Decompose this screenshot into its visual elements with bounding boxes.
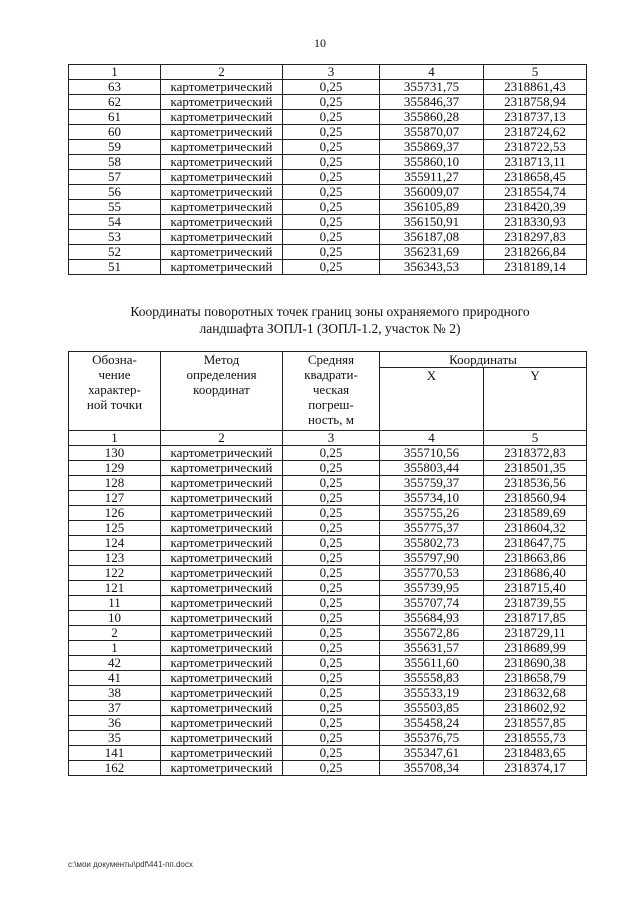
cell-point-number: 141 bbox=[69, 746, 161, 761]
cell-x: 355770,53 bbox=[380, 566, 484, 581]
cell-method: картометрический bbox=[161, 476, 283, 491]
cell-y: 2318372,83 bbox=[484, 446, 587, 461]
cell-method: картометрический bbox=[161, 536, 283, 551]
table-row bbox=[69, 170, 587, 185]
cell-y: 2318560,94 bbox=[484, 491, 587, 506]
cell-y: 2318686,40 bbox=[484, 566, 587, 581]
cell-x: 356231,69 bbox=[380, 245, 484, 260]
cell-method: картометрический bbox=[161, 761, 283, 776]
cell-y: 2318557,85 bbox=[484, 716, 587, 731]
cell-method: картометрический bbox=[161, 566, 283, 581]
table-row bbox=[69, 626, 587, 641]
cell-x: 356343,53 bbox=[380, 260, 484, 275]
cell-x: 355631,57 bbox=[380, 641, 484, 656]
table-row bbox=[69, 596, 587, 611]
cell-method: картометрический bbox=[161, 716, 283, 731]
cell-error: 0,25 bbox=[283, 656, 380, 671]
cell-method: картометрический bbox=[161, 746, 283, 761]
cell-x: 355846,37 bbox=[380, 95, 484, 110]
cell-point-number: 123 bbox=[69, 551, 161, 566]
cell-y: 2318297,83 bbox=[484, 230, 587, 245]
cell-method: картометрический bbox=[161, 686, 283, 701]
table-row bbox=[69, 461, 587, 476]
cell-x: 355797,90 bbox=[380, 551, 484, 566]
cell-point-number: 42 bbox=[69, 656, 161, 671]
cell-point-number: 56 bbox=[69, 185, 161, 200]
cell-point-number: 125 bbox=[69, 521, 161, 536]
cell-x: 355707,74 bbox=[380, 596, 484, 611]
cell-method: картометрический bbox=[161, 731, 283, 746]
table-row bbox=[69, 95, 587, 110]
cell-y: 2318758,94 bbox=[484, 95, 587, 110]
cell-method: картометрический bbox=[161, 446, 283, 461]
cell-method: картометрический bbox=[161, 140, 283, 155]
cell-method: картометрический bbox=[161, 80, 283, 95]
table-row bbox=[69, 80, 587, 95]
cell-error: 0,25 bbox=[283, 110, 380, 125]
cell-y: 2318483,65 bbox=[484, 746, 587, 761]
cell-method: картометрический bbox=[161, 125, 283, 140]
cell-y: 2318266,84 bbox=[484, 245, 587, 260]
cell-x: 355803,44 bbox=[380, 461, 484, 476]
cell-x: 355458,24 bbox=[380, 716, 484, 731]
table-row bbox=[69, 581, 587, 596]
cell-error: 0,25 bbox=[283, 506, 380, 521]
cell-y: 2318690,38 bbox=[484, 656, 587, 671]
cell-point-number: 59 bbox=[69, 140, 161, 155]
cell-y: 2318647,75 bbox=[484, 536, 587, 551]
cell-error: 0,25 bbox=[283, 245, 380, 260]
cell-point-number: 124 bbox=[69, 536, 161, 551]
cell-point-number: 54 bbox=[69, 215, 161, 230]
cell-error: 0,25 bbox=[283, 566, 380, 581]
cell-method: картометрический bbox=[161, 110, 283, 125]
cell-error: 0,25 bbox=[283, 476, 380, 491]
cell-error: 0,25 bbox=[283, 536, 380, 551]
cell-error: 0,25 bbox=[283, 671, 380, 686]
table-row bbox=[69, 641, 587, 656]
cell-error: 0,25 bbox=[283, 701, 380, 716]
cell-point-number: 35 bbox=[69, 731, 161, 746]
table-row bbox=[69, 446, 587, 461]
cell-point-number: 51 bbox=[69, 260, 161, 275]
cell-point-number: 60 bbox=[69, 125, 161, 140]
cell-y: 2318555,73 bbox=[484, 731, 587, 746]
cell-point-number: 41 bbox=[69, 671, 161, 686]
table-row bbox=[69, 140, 587, 155]
cell-point-number: 61 bbox=[69, 110, 161, 125]
table-body bbox=[69, 446, 587, 776]
cell-y: 2318501,35 bbox=[484, 461, 587, 476]
cell-method: картометрический bbox=[161, 701, 283, 716]
cell-x: 356150,91 bbox=[380, 215, 484, 230]
table-row bbox=[69, 701, 587, 716]
cell-error: 0,25 bbox=[283, 746, 380, 761]
cell-method: картометрический bbox=[161, 671, 283, 686]
column-number: 5 bbox=[484, 431, 587, 446]
cell-error: 0,25 bbox=[283, 596, 380, 611]
header-point-designation: Обозна- чение характер- ной точки bbox=[69, 352, 161, 431]
table-row bbox=[69, 260, 587, 275]
cell-method: картометрический bbox=[161, 95, 283, 110]
cell-y: 2318689,99 bbox=[484, 641, 587, 656]
cell-x: 355860,10 bbox=[380, 155, 484, 170]
cell-y: 2318632,68 bbox=[484, 686, 587, 701]
cell-error: 0,25 bbox=[283, 155, 380, 170]
header-method: Метод определения координат bbox=[161, 352, 283, 431]
cell-point-number: 62 bbox=[69, 95, 161, 110]
cell-x: 355710,56 bbox=[380, 446, 484, 461]
table-row bbox=[69, 761, 587, 776]
table-row bbox=[69, 611, 587, 626]
cell-x: 355376,75 bbox=[380, 731, 484, 746]
cell-method: картометрический bbox=[161, 185, 283, 200]
table-row bbox=[69, 155, 587, 170]
table-row bbox=[69, 215, 587, 230]
cell-method: картометрический bbox=[161, 245, 283, 260]
column-number-row bbox=[69, 431, 587, 446]
cell-error: 0,25 bbox=[283, 731, 380, 746]
cell-y: 2318658,45 bbox=[484, 170, 587, 185]
cell-x: 355860,28 bbox=[380, 110, 484, 125]
cell-x: 355558,83 bbox=[380, 671, 484, 686]
cell-error: 0,25 bbox=[283, 95, 380, 110]
table-row bbox=[69, 110, 587, 125]
cell-method: картометрический bbox=[161, 260, 283, 275]
cell-point-number: 126 bbox=[69, 506, 161, 521]
cell-y: 2318589,69 bbox=[484, 506, 587, 521]
column-number: 1 bbox=[69, 65, 161, 80]
cell-x: 355755,26 bbox=[380, 506, 484, 521]
cell-y: 2318729,11 bbox=[484, 626, 587, 641]
cell-y: 2318715,40 bbox=[484, 581, 587, 596]
cell-x: 355734,10 bbox=[380, 491, 484, 506]
cell-error: 0,25 bbox=[283, 626, 380, 641]
cell-x: 355759,37 bbox=[380, 476, 484, 491]
cell-x: 355911,27 bbox=[380, 170, 484, 185]
cell-point-number: 52 bbox=[69, 245, 161, 260]
table-row bbox=[69, 506, 587, 521]
cell-error: 0,25 bbox=[283, 716, 380, 731]
cell-x: 355347,61 bbox=[380, 746, 484, 761]
cell-x: 356105,89 bbox=[380, 200, 484, 215]
cell-error: 0,25 bbox=[283, 551, 380, 566]
cell-method: картометрический bbox=[161, 461, 283, 476]
cell-y: 2318713,11 bbox=[484, 155, 587, 170]
table-row bbox=[69, 230, 587, 245]
header-coordinates: Координаты bbox=[380, 352, 587, 368]
cell-method: картометрический bbox=[161, 641, 283, 656]
cell-y: 2318604,32 bbox=[484, 521, 587, 536]
cell-x: 355802,73 bbox=[380, 536, 484, 551]
cell-y: 2318737,13 bbox=[484, 110, 587, 125]
cell-error: 0,25 bbox=[283, 200, 380, 215]
cell-x: 355869,37 bbox=[380, 140, 484, 155]
cell-error: 0,25 bbox=[283, 521, 380, 536]
table-row bbox=[69, 731, 587, 746]
cell-method: картометрический bbox=[161, 506, 283, 521]
cell-y: 2318602,92 bbox=[484, 701, 587, 716]
cell-method: картометрический bbox=[161, 596, 283, 611]
cell-y: 2318374,17 bbox=[484, 761, 587, 776]
cell-point-number: 121 bbox=[69, 581, 161, 596]
cell-point-number: 58 bbox=[69, 155, 161, 170]
cell-method: картометрический bbox=[161, 626, 283, 641]
cell-y: 2318658,79 bbox=[484, 671, 587, 686]
cell-x: 355672,86 bbox=[380, 626, 484, 641]
column-number: 4 bbox=[380, 65, 484, 80]
table-row bbox=[69, 566, 587, 581]
cell-error: 0,25 bbox=[283, 185, 380, 200]
cell-point-number: 122 bbox=[69, 566, 161, 581]
cell-error: 0,25 bbox=[283, 215, 380, 230]
cell-point-number: 10 bbox=[69, 611, 161, 626]
column-number: 3 bbox=[283, 431, 380, 446]
cell-point-number: 55 bbox=[69, 200, 161, 215]
cell-y: 2318189,14 bbox=[484, 260, 587, 275]
table-row bbox=[69, 491, 587, 506]
cell-x: 356009,07 bbox=[380, 185, 484, 200]
section-title-line: ландшафта ЗОПЛ-1 (ЗОПЛ-1.2, участок № 2) bbox=[199, 321, 461, 336]
cell-x: 356187,08 bbox=[380, 230, 484, 245]
cell-method: картометрический bbox=[161, 215, 283, 230]
cell-x: 355503,85 bbox=[380, 701, 484, 716]
cell-y: 2318739,55 bbox=[484, 596, 587, 611]
cell-point-number: 36 bbox=[69, 716, 161, 731]
cell-error: 0,25 bbox=[283, 170, 380, 185]
table-row bbox=[69, 521, 587, 536]
cell-error: 0,25 bbox=[283, 761, 380, 776]
cell-y: 2318717,85 bbox=[484, 611, 587, 626]
table-row bbox=[69, 185, 587, 200]
cell-point-number: 37 bbox=[69, 701, 161, 716]
cell-point-number: 63 bbox=[69, 80, 161, 95]
column-number: 4 bbox=[380, 431, 484, 446]
cell-method: картометрический bbox=[161, 170, 283, 185]
cell-point-number: 127 bbox=[69, 491, 161, 506]
cell-y: 2318724,62 bbox=[484, 125, 587, 140]
cell-error: 0,25 bbox=[283, 125, 380, 140]
column-number: 2 bbox=[161, 431, 283, 446]
cell-error: 0,25 bbox=[283, 80, 380, 95]
table-row bbox=[69, 245, 587, 260]
header-x: X bbox=[380, 368, 484, 431]
cell-point-number: 128 bbox=[69, 476, 161, 491]
cell-method: картометрический bbox=[161, 611, 283, 626]
cell-error: 0,25 bbox=[283, 686, 380, 701]
cell-y: 2318420,39 bbox=[484, 200, 587, 215]
cell-point-number: 11 bbox=[69, 596, 161, 611]
cell-x: 355775,37 bbox=[380, 521, 484, 536]
cell-x: 355870,07 bbox=[380, 125, 484, 140]
column-number: 1 bbox=[69, 431, 161, 446]
cell-y: 2318663,86 bbox=[484, 551, 587, 566]
cell-x: 355731,75 bbox=[380, 80, 484, 95]
column-number: 3 bbox=[283, 65, 380, 80]
cell-method: картометрический bbox=[161, 581, 283, 596]
table-row bbox=[69, 716, 587, 731]
cell-method: картометрический bbox=[161, 656, 283, 671]
section-title bbox=[40, 303, 620, 337]
cell-point-number: 162 bbox=[69, 761, 161, 776]
cell-error: 0,25 bbox=[283, 581, 380, 596]
footer-file-path: c:\мои документы\pdf\441-пп.docx bbox=[68, 860, 193, 869]
cell-point-number: 53 bbox=[69, 230, 161, 245]
coordinates-table-zopl-1-2 bbox=[68, 351, 587, 776]
cell-x: 355708,34 bbox=[380, 761, 484, 776]
column-number: 2 bbox=[161, 65, 283, 80]
cell-method: картометрический bbox=[161, 155, 283, 170]
cell-method: картометрический bbox=[161, 521, 283, 536]
table-row bbox=[69, 686, 587, 701]
cell-error: 0,25 bbox=[283, 611, 380, 626]
cell-x: 355684,93 bbox=[380, 611, 484, 626]
table-body bbox=[69, 80, 587, 275]
table-row bbox=[69, 125, 587, 140]
page-number: 10 bbox=[314, 36, 326, 50]
cell-x: 355533,19 bbox=[380, 686, 484, 701]
cell-point-number: 38 bbox=[69, 686, 161, 701]
column-number-row bbox=[69, 65, 587, 80]
table-row bbox=[69, 746, 587, 761]
table-row bbox=[69, 476, 587, 491]
cell-y: 2318722,53 bbox=[484, 140, 587, 155]
cell-error: 0,25 bbox=[283, 140, 380, 155]
cell-y: 2318536,56 bbox=[484, 476, 587, 491]
column-number: 5 bbox=[484, 65, 587, 80]
cell-point-number: 1 bbox=[69, 641, 161, 656]
cell-method: картометрический bbox=[161, 551, 283, 566]
cell-point-number: 129 bbox=[69, 461, 161, 476]
header-mean-square-error: Средняя квадрати- ческая погреш- ность, м bbox=[283, 352, 380, 431]
cell-y: 2318554,74 bbox=[484, 185, 587, 200]
cell-error: 0,25 bbox=[283, 461, 380, 476]
cell-point-number: 130 bbox=[69, 446, 161, 461]
cell-error: 0,25 bbox=[283, 641, 380, 656]
table-row bbox=[69, 671, 587, 686]
table-row bbox=[69, 656, 587, 671]
cell-x: 355739,95 bbox=[380, 581, 484, 596]
coordinates-table-continuation bbox=[68, 64, 587, 275]
cell-error: 0,25 bbox=[283, 446, 380, 461]
cell-x: 355611,60 bbox=[380, 656, 484, 671]
cell-error: 0,25 bbox=[283, 260, 380, 275]
cell-y: 2318861,43 bbox=[484, 80, 587, 95]
section-title-line: Координаты поворотных точек границ зоны охраняемого природного bbox=[130, 304, 530, 319]
cell-error: 0,25 bbox=[283, 491, 380, 506]
table-row bbox=[69, 551, 587, 566]
cell-method: картометрический bbox=[161, 200, 283, 215]
header-y: Y bbox=[484, 368, 587, 431]
cell-point-number: 2 bbox=[69, 626, 161, 641]
cell-error: 0,25 bbox=[283, 230, 380, 245]
cell-method: картометрический bbox=[161, 491, 283, 506]
table-row bbox=[69, 200, 587, 215]
header-row bbox=[69, 352, 587, 368]
cell-point-number: 57 bbox=[69, 170, 161, 185]
cell-y: 2318330,93 bbox=[484, 215, 587, 230]
table-row bbox=[69, 536, 587, 551]
cell-method: картометрический bbox=[161, 230, 283, 245]
